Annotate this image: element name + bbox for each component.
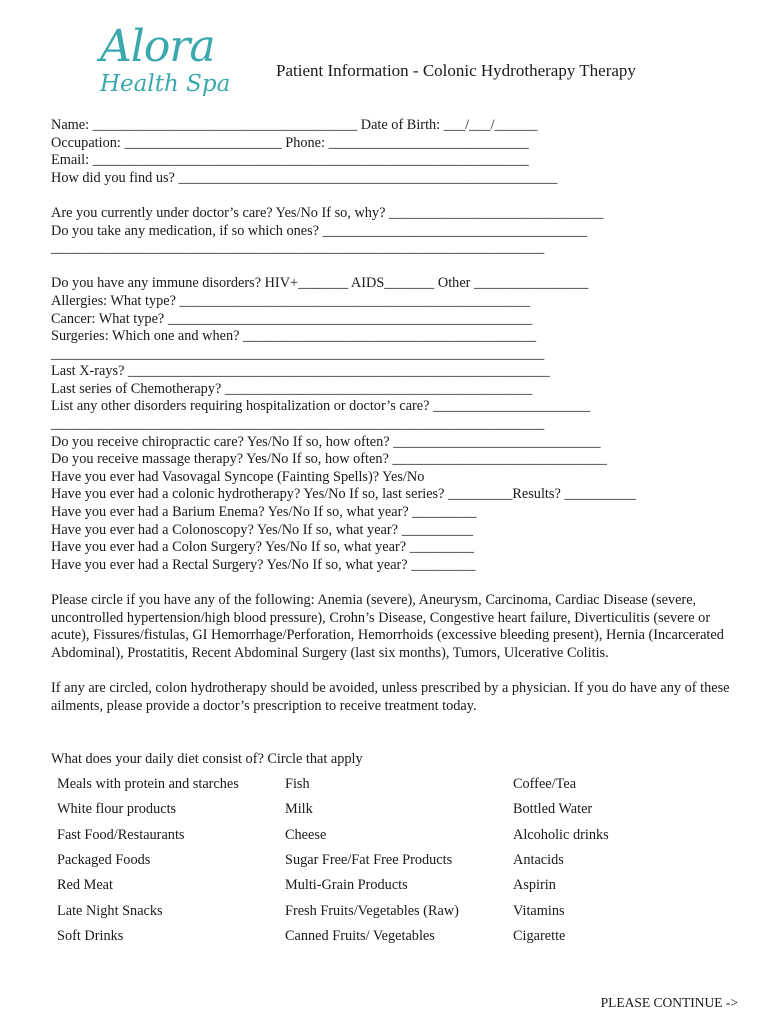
- surgeries-blank-line[interactable]: _____________________________________________________________________: [51, 346, 545, 362]
- chiropractic-line[interactable]: Do you receive chiropractic care? Yes/No If so, how often? _____________________________: [51, 434, 601, 450]
- diet-option[interactable]: Packaged Foods: [57, 852, 151, 868]
- diet-option[interactable]: Sugar Free/Fat Free Products: [285, 852, 453, 868]
- page-title: Patient Information - Colonic Hydrotherapy Therapy: [276, 61, 636, 80]
- referral-line[interactable]: How did you find us? _____________________________________________________: [51, 170, 558, 186]
- medication-line[interactable]: Do you take any medication, if so which ones? _____________________________________: [51, 223, 588, 239]
- diet-option[interactable]: Canned Fruits/ Vegetables: [285, 928, 435, 944]
- colonoscopy-line[interactable]: Have you ever had a Colonoscopy? Yes/No If so, what year? __________: [51, 522, 474, 538]
- logo-wordmark: Alora: [100, 21, 215, 72]
- massage-line[interactable]: Do you receive massage therapy? Yes/No If so, how often? ______________________________: [51, 451, 607, 467]
- doctor-care-line[interactable]: Are you currently under doctor’s care? Yes/No If so, why? ______________________________: [51, 205, 604, 221]
- diet-question: What does your daily diet consist of? Circle that apply: [51, 751, 363, 767]
- occupation-phone-line[interactable]: Occupation: ______________________ Phone: ____________________________: [51, 135, 529, 151]
- spa-logo: [98, 22, 238, 102]
- diet-option[interactable]: White flour products: [57, 801, 177, 817]
- other-disorders-line[interactable]: List any other disorders requiring hospitalization or doctor’s care? ______________________: [51, 398, 591, 414]
- diet-option[interactable]: Late Night Snacks: [57, 903, 163, 919]
- diet-option[interactable]: Red Meat: [57, 877, 113, 893]
- other-disorders-blank-line[interactable]: _____________________________________________________________________: [51, 416, 545, 432]
- medication-blank-line[interactable]: _____________________________________________________________________: [51, 240, 545, 256]
- diet-option[interactable]: Fresh Fruits/Vegetables (Raw): [285, 903, 459, 919]
- diet-option[interactable]: Meals with protein and starches: [57, 776, 239, 792]
- cancer-line[interactable]: Cancer: What type? ___________________________________________________: [51, 311, 533, 327]
- allergies-line[interactable]: Allergies: What type? _________________________________________________: [51, 293, 530, 309]
- diet-option[interactable]: Cigarette: [513, 928, 566, 944]
- contraindications-paragraph: Please circle if you have any of the following: Anemia (severe), Aneurysm, Carcinoma, Cardiac Disease (severe, uncontrolled hypertension/high blood pressure), Crohn’s Disease, Congestive heart failure, Diverticulitis (severe or acute), Fissures/fistulas, GI Hemorrhage/Perforation, Hemorrhoids (excessive bleeding present), Hernia (Incarcerated Abdominal), Prostatitis, Recent Abdominal Surgery (last six months), Tumors, Ulcerative Colitis.: [51, 592, 724, 661]
- diet-option[interactable]: Bottled Water: [513, 801, 593, 817]
- logo-subtitle: Health Spa: [100, 71, 231, 97]
- diet-option[interactable]: Aspirin: [513, 877, 556, 893]
- colon-surgery-line[interactable]: Have you ever had a Colon Surgery? Yes/No If so, what year? _________: [51, 539, 474, 555]
- avoid-notice-paragraph: If any are circled, colon hydrotherapy should be avoided, unless prescribed by a physician. If you do have any of these ailments, please provide a doctor’s prescription to receive treatment today.: [51, 680, 730, 714]
- diet-option[interactable]: Vitamins: [513, 903, 565, 919]
- diet-option[interactable]: Cheese: [285, 827, 327, 843]
- diet-option[interactable]: Milk: [285, 801, 313, 817]
- diet-option[interactable]: Coffee/Tea: [513, 776, 577, 792]
- diet-option[interactable]: Fast Food/Restaurants: [57, 827, 185, 843]
- diet-option[interactable]: Alcoholic drinks: [513, 827, 609, 843]
- colonic-history-line[interactable]: Have you ever had a colonic hydrotherapy? Yes/No If so, last series? _________Results? __________: [51, 486, 636, 502]
- continue-notice: PLEASE CONTINUE ->: [600, 995, 738, 1010]
- syncope-line[interactable]: Have you ever had Vasovagal Syncope (Fainting Spells)? Yes/No: [51, 469, 425, 485]
- surgeries-line[interactable]: Surgeries: Which one and when? _________________________________________: [51, 328, 537, 344]
- barium-enema-line[interactable]: Have you ever had a Barium Enema? Yes/No If so, what year? _________: [51, 504, 477, 520]
- xrays-line[interactable]: Last X-rays? ___________________________________________________________: [51, 363, 550, 379]
- diet-option[interactable]: Multi-Grain Products: [285, 877, 408, 893]
- immune-disorders-line[interactable]: Do you have any immune disorders? HIV+_______ AIDS_______ Other ________________: [51, 275, 589, 291]
- diet-option[interactable]: Soft Drinks: [57, 928, 124, 944]
- rectal-surgery-line[interactable]: Have you ever had a Rectal Surgery? Yes/No If so, what year? _________: [51, 557, 476, 573]
- name-dob-line[interactable]: Name: _____________________________________ Date of Birth: ___/___/______: [51, 117, 538, 133]
- diet-option[interactable]: Fish: [285, 776, 310, 792]
- chemotherapy-line[interactable]: Last series of Chemotherapy? ___________________________________________: [51, 381, 533, 397]
- diet-option[interactable]: Antacids: [513, 852, 564, 868]
- email-line[interactable]: Email: _____________________________________________________________: [51, 152, 529, 168]
